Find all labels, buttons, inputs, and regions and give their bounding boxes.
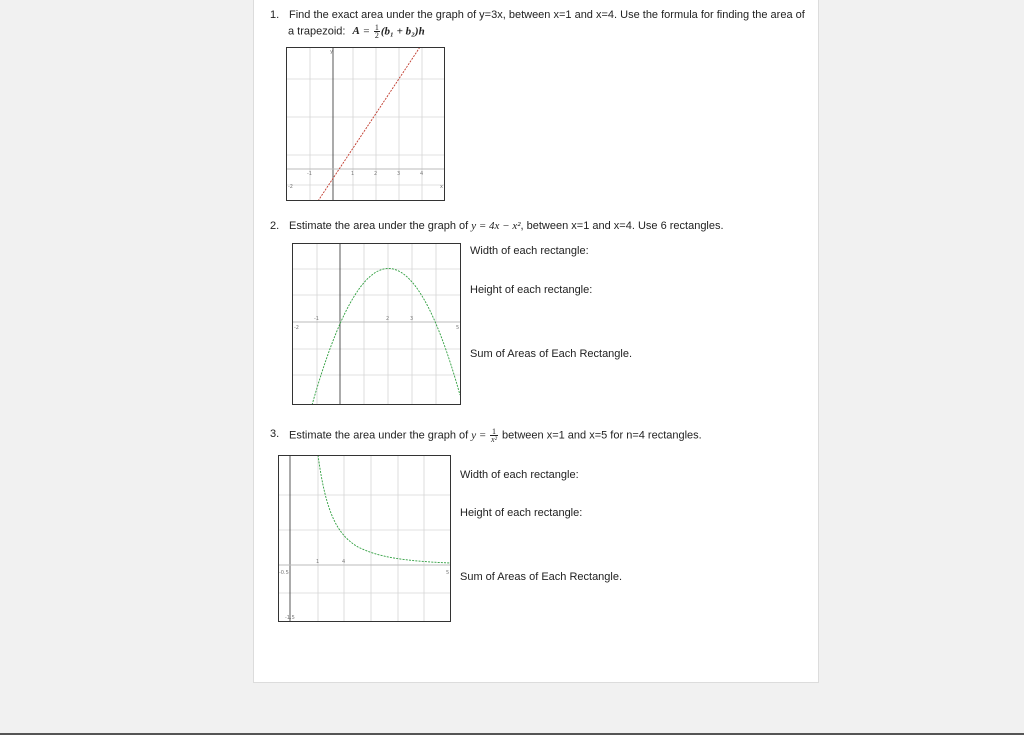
q1-grid	[286, 47, 445, 201]
q1-tick-x: x	[440, 184, 443, 190]
q3-sum-label: Sum of Areas of Each Rectangle.	[460, 571, 623, 583]
q2-tick-neg1: -1	[314, 316, 319, 322]
q2-height-label: Height of each rectangle:	[470, 284, 593, 296]
q2-suffix: , between x=1 and x=4. Use 6 rectangles.	[520, 220, 724, 232]
q1-number: 1.	[270, 9, 280, 21]
q2-prefix: Estimate the area under the graph of	[289, 220, 472, 232]
q3-eq-y: y =	[471, 429, 490, 442]
q3-frac-bottom: x²	[491, 435, 497, 444]
q2-sum-label: Sum of Areas of Each Rectangle.	[470, 348, 633, 360]
q3-tick-5: 5	[446, 570, 450, 576]
q2-text	[289, 220, 724, 232]
q1-formula-a: A	[352, 25, 360, 38]
q3-graph-border	[279, 456, 451, 622]
q3-graph	[278, 455, 451, 622]
q2-parabola-curve	[312, 268, 460, 405]
q1-frac-top: 1	[374, 23, 379, 32]
q3-width-label: Width of each rectangle:	[460, 469, 579, 481]
q1-text-line1: Find the exact area under the graph of y=3x, between x=1 and x=4. Use the formula for finding the area of	[289, 9, 805, 21]
q3-eq-fraction	[490, 428, 498, 443]
q1-tick-1: 1	[351, 171, 355, 177]
q1-tick-neg1: -1	[307, 171, 312, 177]
q1-formula-rest: (b₁ + b₂)h	[380, 25, 425, 38]
q3-number: 3.	[270, 428, 280, 440]
q3-suffix: between x=1 and x=5 for n=4 rectangles.	[499, 429, 702, 442]
q1-formula-eq: =	[359, 25, 373, 38]
q2-graph	[292, 243, 461, 405]
q2-graph-border	[293, 244, 461, 405]
q2-tick-2: 2	[386, 316, 390, 322]
q2-tick-neg2: -2	[294, 325, 299, 331]
q1-tick-neg2: -2	[288, 184, 293, 190]
q1-tick-2: 2	[374, 171, 378, 177]
q1-text-line2	[288, 24, 425, 39]
q2-equation: y = 4x − x²	[471, 220, 521, 232]
q2-tick-3: 3	[410, 316, 414, 322]
q3-tick-neg15: -1.5	[285, 615, 295, 621]
q1-formula-fraction	[374, 24, 380, 39]
q1-tick-y: y	[330, 49, 333, 55]
q2-tick-5: 5	[456, 325, 460, 331]
q3-frac-top: 1	[492, 427, 497, 436]
q3-tick-1: 1	[316, 559, 320, 565]
q3-prefix: Estimate the area under the graph of	[289, 429, 472, 442]
q3-text	[289, 428, 702, 443]
q1-trapezoid-label: a trapezoid:	[288, 25, 346, 38]
q3-tick-4: 4	[342, 559, 346, 565]
q2-width-label: Width of each rectangle:	[470, 245, 589, 257]
q3-reciprocal-curve	[318, 455, 450, 563]
q3-height-label: Height of each rectangle:	[460, 507, 583, 519]
q3-grid	[278, 455, 451, 622]
q2-grid	[292, 243, 461, 405]
q1-graph	[286, 47, 445, 201]
q2-number: 2.	[270, 220, 280, 232]
q1-tick-4: 4	[420, 171, 424, 177]
q1-tick-3: 3	[397, 171, 401, 177]
q1-frac-bottom: 2	[374, 31, 379, 40]
q3-tick-neg05: -0.5	[279, 570, 289, 576]
